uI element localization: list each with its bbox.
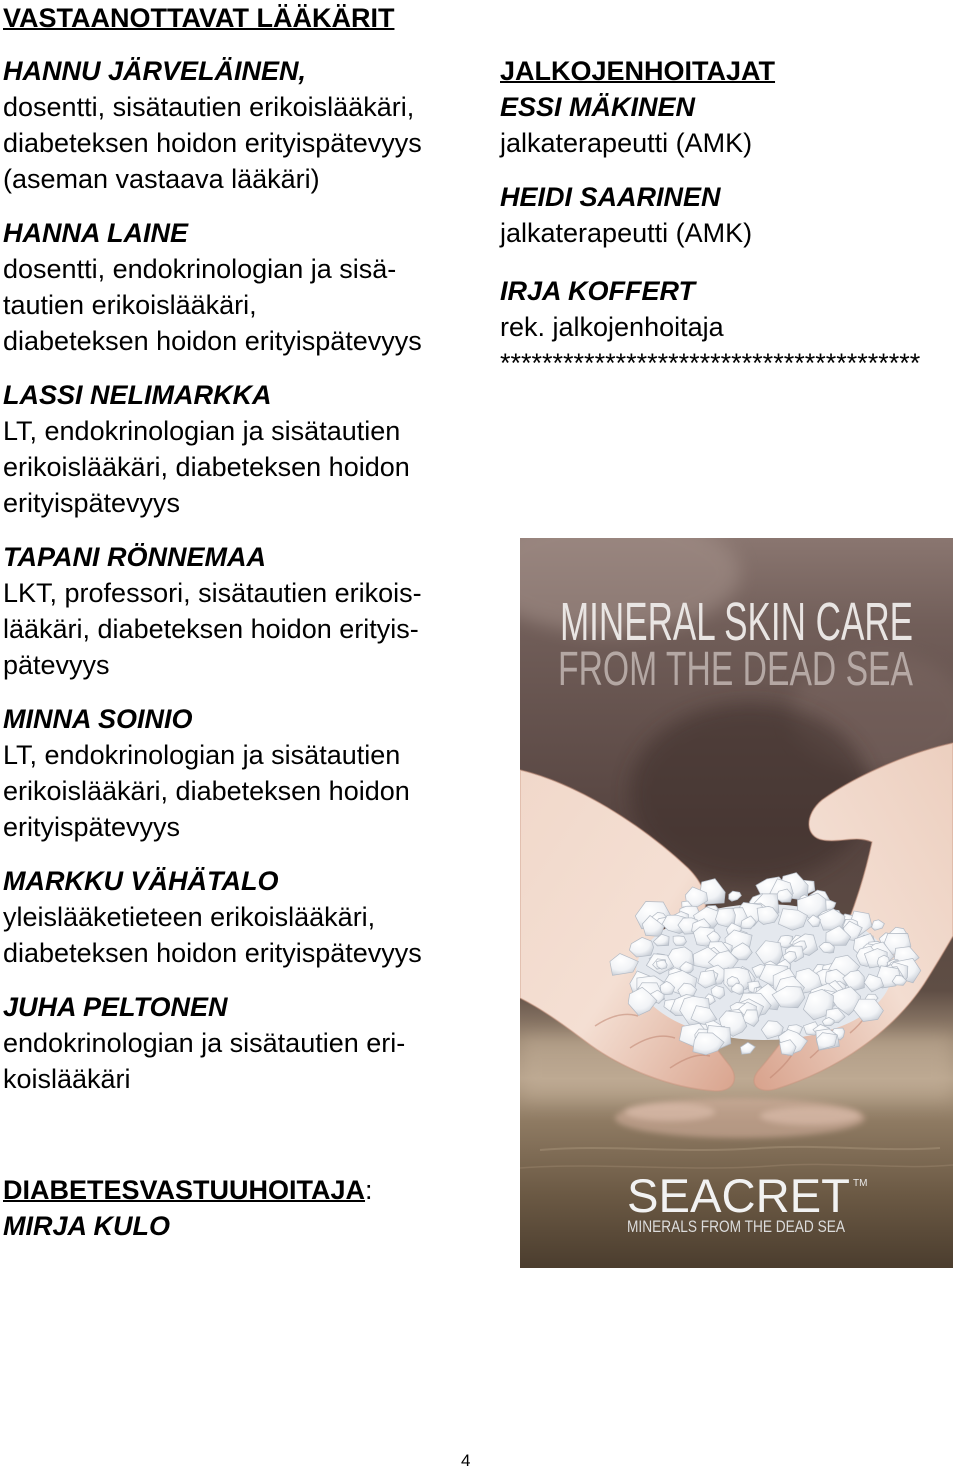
doctor-name: MARKKU VÄHÄTALO — [3, 866, 279, 896]
advert-subheadline: FROM THE DEAD SEA — [558, 643, 913, 696]
foot-care-title: jalkaterapeutti (AMK) — [500, 128, 753, 158]
diabetes-nurse-heading: DIABETESVASTUUHOITAJA — [3, 1175, 366, 1205]
doctor-entry — [3, 215, 422, 359]
doctor-name: TAPANI RÖNNEMAA — [3, 542, 266, 572]
page-number: 4 — [461, 1451, 471, 1470]
advert-headline: MINERAL SKIN CARE — [560, 592, 913, 652]
doctor-description-line: LKT, professori, sisätautien erikois- — [3, 578, 422, 608]
doctor-entry — [3, 701, 422, 845]
foot-care-name: HEIDI SAARINEN — [500, 182, 721, 212]
doctor-entry — [3, 539, 422, 683]
doctor-description-line: endokrinologian ja sisätautien eri- — [3, 1028, 406, 1058]
salt-crystal — [673, 936, 686, 946]
doctor-description-line: yleislääketieteen erikoislääkäri, — [3, 902, 376, 932]
doctor-description-line: dosentti, sisätautien erikoislääkäri, — [3, 92, 415, 122]
heading-colon: : — [365, 1175, 373, 1205]
brand-tagline: MINERALS FROM THE DEAD SEA — [627, 1217, 846, 1236]
advert-image — [520, 538, 953, 1268]
doctor-description-line: erityispätevyys — [3, 488, 181, 518]
doctor-entry — [3, 989, 422, 1097]
doctor-description-line: pätevyys — [3, 650, 110, 680]
hand-reflection — [760, 1107, 860, 1125]
doctor-description-line: erityispätevyys — [3, 812, 181, 842]
doctor-description-line: LT, endokrinologian ja sisätautien — [3, 416, 401, 446]
doctor-name: MINNA SOINIO — [3, 704, 193, 734]
doctor-description-line: erikoislääkäri, diabeteksen hoidon — [3, 776, 410, 806]
foot-care-heading: JALKOJENHOITAJAT — [500, 56, 776, 86]
doctors-column — [3, 0, 422, 1097]
diabetes-nurse-section — [3, 1172, 373, 1244]
doctor-entry — [3, 53, 422, 197]
diabetes-nurse-name: MIRJA KULO — [3, 1211, 170, 1241]
doctor-description-line: LT, endokrinologian ja sisätautien — [3, 740, 401, 770]
foot-care-entry — [500, 89, 920, 161]
foot-care-name: ESSI MÄKINEN — [500, 92, 696, 122]
hand-reflection — [625, 1103, 715, 1121]
doctor-entry — [3, 377, 422, 521]
doctor-description-line: tautien erikoislääkäri, — [3, 290, 257, 320]
foot-care-title: rek. jalkojenhoitaja — [500, 312, 724, 342]
foot-care-title: jalkaterapeutti (AMK) — [500, 218, 753, 248]
foot-care-entry — [500, 179, 920, 251]
doctor-description-line: diabeteksen hoidon erityispätevyys — [3, 128, 422, 158]
doctor-name: HANNU JÄRVELÄINEN, — [3, 56, 307, 86]
doctor-description-line: diabeteksen hoidon erityispätevyys — [3, 938, 422, 968]
doctor-name: HANNA LAINE — [3, 218, 188, 248]
water-surface — [520, 1036, 953, 1100]
foot-care-name: IRJA KOFFERT — [500, 276, 696, 306]
doctor-description-line: koislääkäri — [3, 1064, 131, 1094]
foot-care-entry — [500, 273, 920, 345]
doctors-heading: VASTAANOTTAVAT LÄÄKÄRIT — [3, 3, 395, 33]
foot-care-column — [500, 53, 920, 381]
doctor-description-line: lääkäri, diabeteksen hoidon erityis- — [3, 614, 419, 644]
trademark-mark: TM — [853, 1178, 868, 1189]
doctor-description-line: (aseman vastaava lääkäri) — [3, 164, 320, 194]
doctor-description-line: diabeteksen hoidon erityispätevyys — [3, 326, 422, 356]
asterisk-separator: **************************************** — [500, 348, 921, 378]
diabetes-nurse-heading-line — [3, 1172, 373, 1208]
doctor-name: JUHA PELTONEN — [3, 992, 228, 1022]
advert-illustration — [520, 538, 953, 1268]
doctor-description-line: dosentti, endokrinologian ja sisä- — [3, 254, 397, 284]
doctor-name: LASSI NELIMARKKA — [3, 380, 272, 410]
doctor-description-line: erikoislääkäri, diabeteksen hoidon — [3, 452, 410, 482]
doctor-entry — [3, 863, 422, 971]
brand-logo: SEACRET — [627, 1169, 850, 1222]
